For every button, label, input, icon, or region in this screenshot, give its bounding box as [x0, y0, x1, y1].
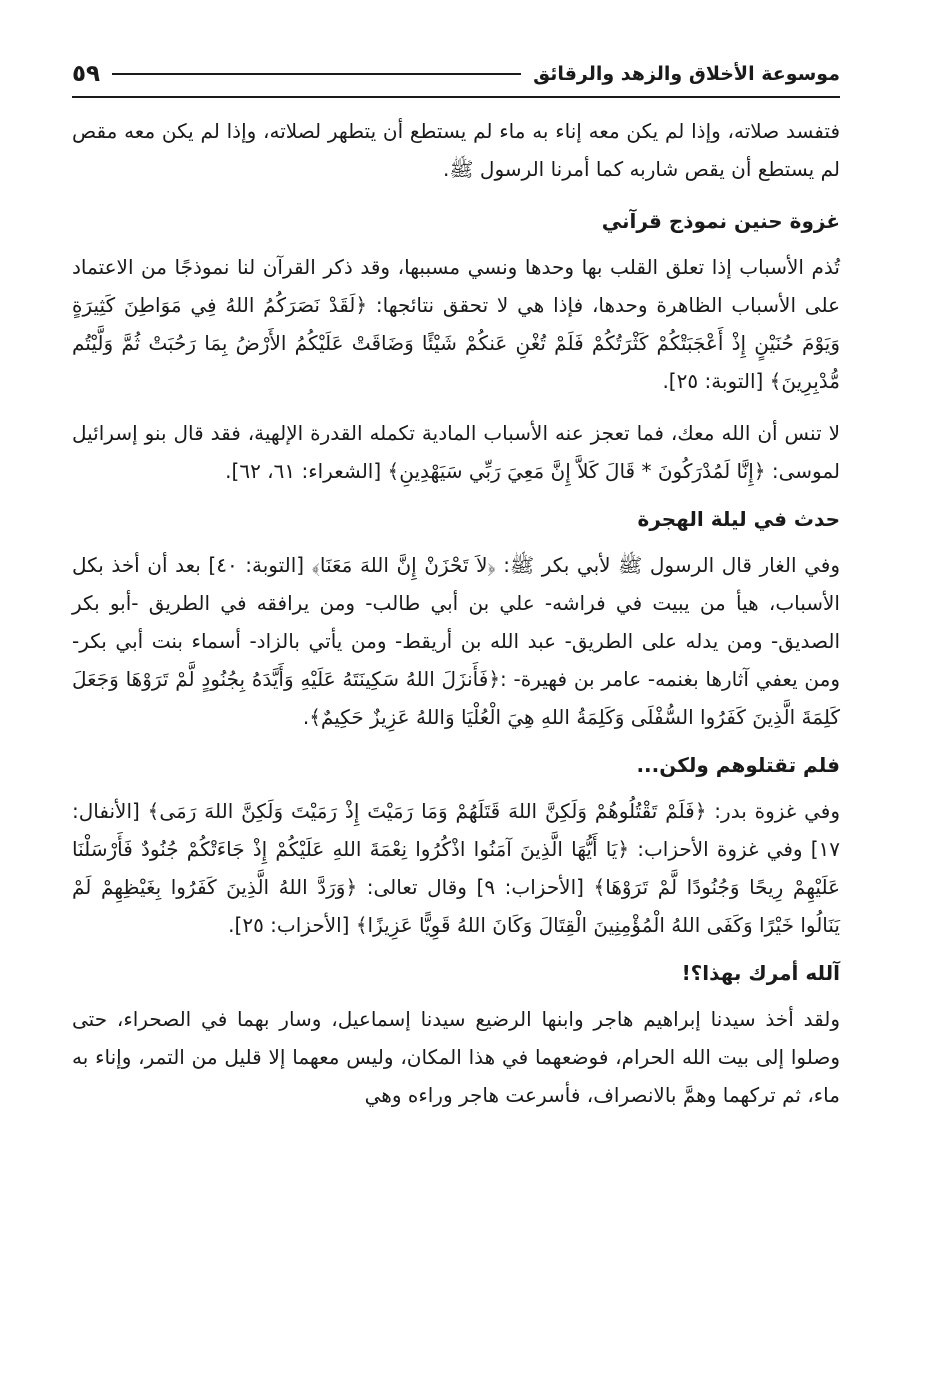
section-hunain — [72, 206, 840, 490]
book-page — [72, 0, 840, 1382]
paragraph-intro: فتفسد صلاته، وإذا لم يكن معه إناء به ماء لم يستطع أن يتطهر لصلاته، وإذا لم يكن معه مقص لم يستطع أن يقص شاربه كما أمرنا الرسول ﷺ. — [72, 119, 840, 181]
section-falam — [72, 750, 840, 944]
paragraph-hijra: وفي الغار قال الرسول ﷺ لأبي بكر ﷺ: ﴿لاَ تَحْزَنْ إِنَّ اللهَ مَعَنَا﴾ [التوبة: ٤٠] بعد أن أخذ بكل الأسباب، هيأ من يبيت في فراشه- علي بن أبي طالب- ومن يرافقه في الطريق -أبو بكر الصديق- ومن يدله على الطريق- عبد الله بن أريقط- ومن يأتي بالزاد- أسماء بنت أبي بكر- ومن يعفي آثارها بغنمه- عامر بن فهيرة- :﴿فَأَنزَلَ اللهُ سَكِينَتَهُ عَلَيْهِ وَأَيَّدَهُ بِجُنُودٍ لَّمْ تَرَوْهَا وَجَعَلَ كَلِمَةَ الَّذِينَ كَفَرُوا السُّفْلَى وَكَلِمَةُ اللهِ هِيَ الْعُلْيَا وَاللهُ عَزِيزٌ حَكِيمٌ﴾. — [72, 553, 840, 729]
heading-hijra: حدث في ليلة الهجرة — [637, 507, 840, 531]
paragraph-falam: وفي غزوة بدر: ﴿فَلَمْ تَقْتُلُوهُمْ وَلَكِنَّ اللهَ قَتَلَهُمْ وَمَا رَمَيْتَ إِذْ رَمَيْتَ وَلَكِنَّ اللهَ رَمَى﴾ [الأنفال: ١٧] وفي غزوة الأحزاب: ﴿يَا أَيُّهَا الَّذِينَ آمَنُوا اذْكُرُوا نِعْمَةَ اللهِ عَلَيْكُمْ إِذْ جَاءَتْكُمْ جُنُودٌ فَأَرْسَلْنَا عَلَيْهِمْ رِيحًا وَجُنُودًا لَّمْ تَرَوْهَا﴾ [الأحزاب: ٩] وقال تعالى: ﴿وَرَدَّ اللهُ الَّذِينَ كَفَرُوا بِغَيْظِهِمْ لَمْ يَنَالُوا خَيْرًا وَكَفَى اللهُ الْمُؤْمِنِينَ الْقِتَالَ وَكَانَ اللهُ قَوِيًّا عَزِيزًا﴾ [الأحزاب: ٢٥]. — [72, 799, 841, 937]
section-hajar — [72, 958, 840, 1114]
paragraph-hunain-1: تُذم الأسباب إذا تعلق القلب بها وحدها ونسي مسببها، وقد ذكر القرآن لنا نموذجًا من الاعتماد على الأسباب الظاهرة وحدها، فإذا هي لا تحقق نتائجها: ﴿لَقَدْ نَصَرَكُمُ اللهُ فِي مَوَاطِنَ كَثِيرَةٍ وَيَوْمَ حُنَيْنٍ إِذْ أَعْجَبَتْكُمْ كَثْرَتُكُمْ فَلَمْ تُغْنِ عَنكُمْ شَيْئًا وَضَاقَتْ عَلَيْكُمُ الأَرْضُ بِمَا رَحُبَتْ ثُمَّ وَلَّيْتُم مُّدْبِرِينَ﴾ [التوبة: ٢٥]. — [72, 255, 840, 393]
page-content — [72, 112, 840, 1128]
running-header — [72, 52, 840, 98]
paragraph-hajar: ولقد أخذ سيدنا إبراهيم هاجر وابنها الرضيع سيدنا إسماعيل، وسار بهما في الصحراء، حتى وصلوا إلى بيت الله الحرام، فوضعهما في هذا المكان، وليس معهما إلا قليل من التمر، وإناء به ماء، ثم تركهما وهمَّ بالانصراف، فأسرعت هاجر وراءه وهي — [72, 1007, 840, 1107]
book-title: موسوعة الأخلاق والزهد والرقائق — [533, 63, 840, 85]
heading-falam: فلم تقتلوهم ولكن... — [636, 753, 840, 777]
heading-hajar: آلله أمرك بهذا؟! — [681, 961, 840, 985]
paragraph-hunain-2: لا تنس أن الله معك، فما تعجز عنه الأسباب المادية تكمله القدرة الإلهية، فقد قال بنو إسرائيل لموسى: ﴿إِنَّا لَمُدْرَكُونَ * قَالَ كَلاَّ إِنَّ مَعِيَ رَبِّي سَيَهْدِينِ﴾ [الشعراء: ٦١، ٦٢]. — [72, 421, 840, 483]
header-rule — [112, 73, 521, 75]
page-number: ٥٩ — [72, 61, 101, 87]
heading-hunain: غزوة حنين نموذج قرآني — [601, 209, 840, 233]
section-hijra — [72, 504, 840, 736]
